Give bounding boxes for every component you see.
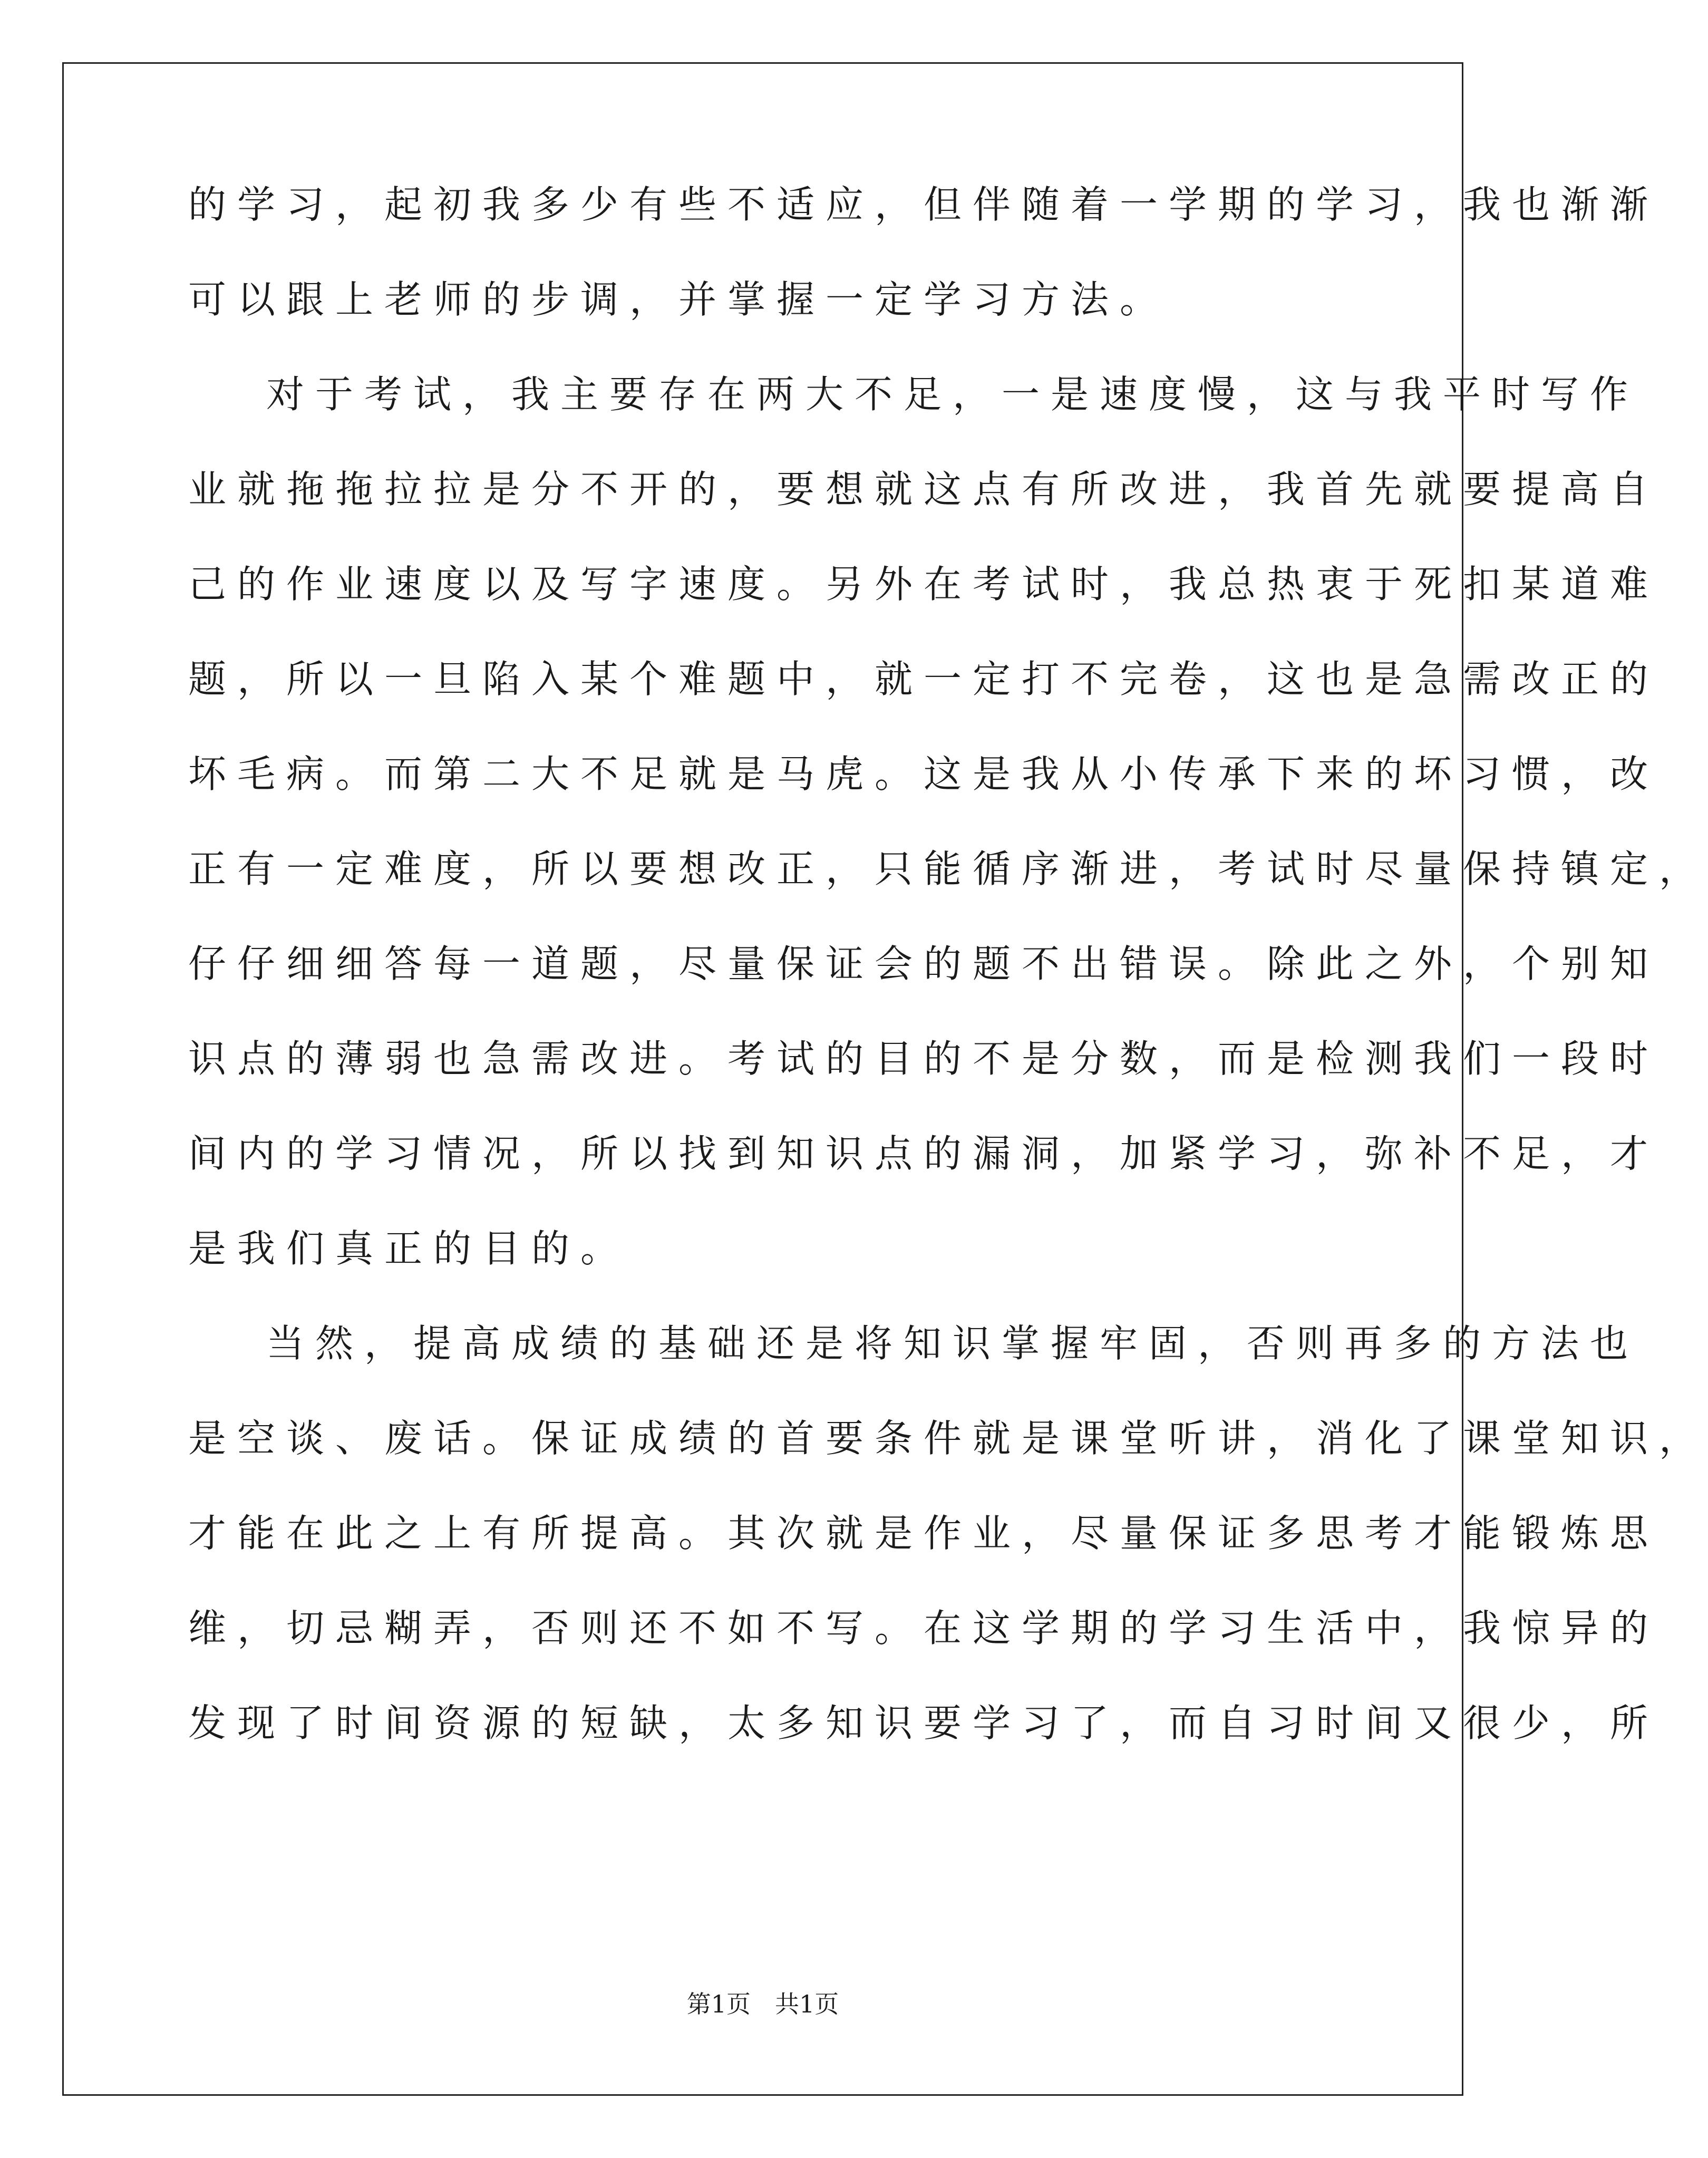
text-line: 的学习，起初我多少有些不适应，但伴随着一学期的学习，我也渐渐 (188, 182, 1660, 227)
text-line: 是空谈、废话。保证成绩的首要条件就是课堂听讲，消化了课堂知识， (188, 1416, 1708, 1460)
document-body (64, 64, 1708, 2094)
page-number-footer: 第1页 共1页 (686, 1990, 839, 2018)
text-line: 识点的薄弱也急需改进。考试的目的不是分数，而是检测我们一段时 (188, 1037, 1660, 1081)
text-line: 可以跟上老师的步调，并掌握一定学习方法。 (188, 277, 1169, 322)
text-line: 发现了时间资源的短缺，太多知识要学习了，而自习时间又很少，所 (188, 1701, 1660, 1745)
page-frame (62, 62, 1708, 2096)
text-line: 仔仔细细答每一道题，尽量保证会的题不出错误。除此之外，个别知 (188, 942, 1660, 986)
text-line: 坏毛病。而第二大不足就是马虎。这是我从小传承下来的坏习惯，改 (188, 752, 1660, 796)
text-line: 间内的学习情况，所以找到知识点的漏洞，加紧学习，弥补不足，才 (188, 1131, 1660, 1176)
text-line: 正有一定难度，所以要想改正，只能循序渐进，考试时尽量保持镇定， (188, 847, 1708, 891)
text-line: 业就拖拖拉拉是分不开的，要想就这点有所改进，我首先就要提高自 (188, 467, 1660, 511)
text-line: 才能在此之上有所提高。其次就是作业，尽量保证多思考才能锻炼思 (188, 1511, 1660, 1555)
text-line: 题，所以一旦陷入某个难题中，就一定打不完卷，这也是急需改正的 (188, 657, 1660, 701)
paragraph-start-line: 当然，提高成绩的基础还是将知识掌握牢固，否则再多的方法也 (266, 1321, 1639, 1366)
paragraph-start-line: 对于考试，我主要存在两大不足，一是速度慢，这与我平时写作 (266, 372, 1639, 417)
text-line: 己的作业速度以及写字速度。另外在考试时，我总热衷于死扣某道难 (188, 562, 1660, 606)
text-line: 维，切忌糊弄，否则还不如不写。在这学期的学习生活中，我惊异的 (188, 1606, 1660, 1650)
text-line: 是我们真正的目的。 (188, 1226, 630, 1271)
